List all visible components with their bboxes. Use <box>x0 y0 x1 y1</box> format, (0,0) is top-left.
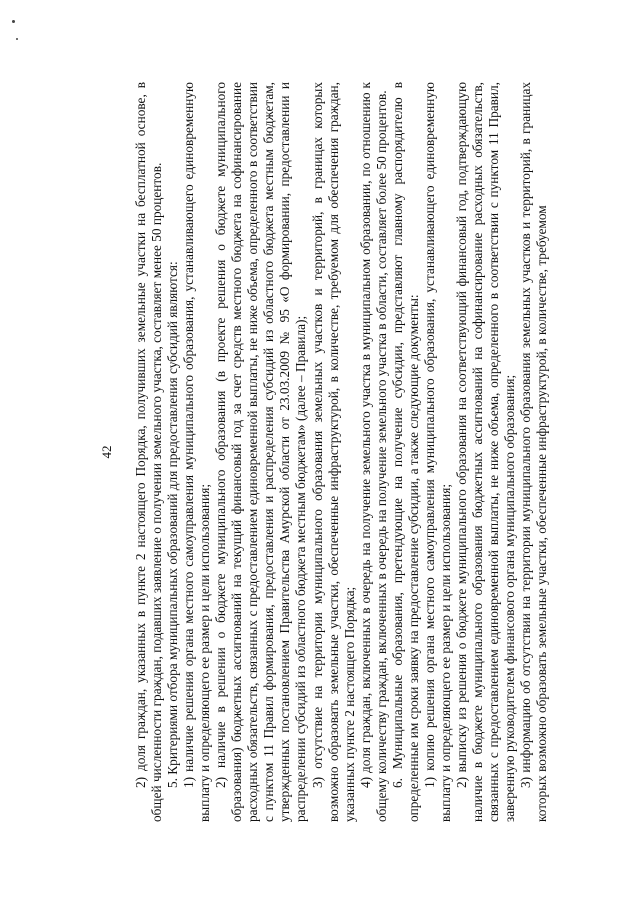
paragraph-criterion-1: 1) наличие решения органа местного самоуправления муниципального образования, устанавливающего единовременную выплату и определяющего ее размер и цели использования; <box>181 82 213 822</box>
paragraph-share-of-citizens: 2) доля граждан, указанных в пункте 2 настоящего Порядка, получивших земельные участки на бесплатной основе, в общей численности граждан, подавших заявление о получении земельного участка, составляет менее 50 процентов. <box>133 82 165 822</box>
scan-speck <box>16 38 18 40</box>
paragraph-criterion-4: 4) доля граждан, включенных в очередь на получение земельного участка в муниципальном образовании, по отношению к общему количеству граждан, включенных в очередь на получение земельного участка в области, составляет более 50 процентов. <box>357 82 389 822</box>
paragraph-document-3: 3) информацию об отсутствии на территории муниципального образования земельных участков и территорий, в границах которых возможно образовать земельные участки, обеспеченные инфраструктурой, в количестве, требуемом <box>518 82 550 822</box>
paragraph-document-2: 2) выписку из решения о бюджете муниципального образования на соответствующий финансовый год, подтверждающую наличие в бюджете муниципального образования бюджетных ассигнований на софинансирование расходных обязательств, связанных с предоставлением единовременной выплаты, не ниже объема, определенного в соответствии с пунктом 11 Правил, заверенную руководителем финансового органа муниципального образования; <box>453 82 518 822</box>
paragraph-criterion-3: 3) отсутствие на территории муниципального образования земельных участков и территорий, в границах которых возможно образовать земельные участки, обеспеченные инфраструктурой, в количестве, требуемом для обеспечения граждан, указанных пункте 2 настоящего Порядка; <box>309 82 357 822</box>
paragraph-documents-heading: 6. Муниципальные образования, претендующие на получение субсидии, представляют главному распорядителю в определенные им сроки заявку на предоставление субсидии, а также следующие документы: <box>389 82 421 822</box>
page-number: 42 <box>99 445 114 459</box>
document-body <box>133 82 550 822</box>
scan-speck <box>12 20 15 23</box>
document-page <box>99 82 550 822</box>
paragraph-criterion-2: 2) наличие в решении о бюджете муниципального образования (в проекте решения о бюджете муниципального образования) бюджетных ассигнований на текущий финансовый год за счет средств местного бюджета на софинансирование расходных обязательств, связанных с предоставлением единовременной выплаты, не ниже объема, определенного в соответствии с пунктом 11 Правил формирования, предоставления и распределения субсидий из областного бюджета местным бюджетам, утвержденных постановлением Правительства Амурской области от 23.03.2009 № 95 «О формировании, предоставлении и распределении субсидий из областного бюджета местным бюджетам» (далее – Правила); <box>213 82 309 822</box>
paragraph-document-1: 1) копию решения органа местного самоуправления муниципального образования, устанавливающего единовременную выплату и определяющего ее размер и цели использования; <box>421 82 453 822</box>
paragraph-criteria-heading: 5. Критериями отбора муниципальных образований для предоставления субсидий являются: <box>165 261 181 788</box>
